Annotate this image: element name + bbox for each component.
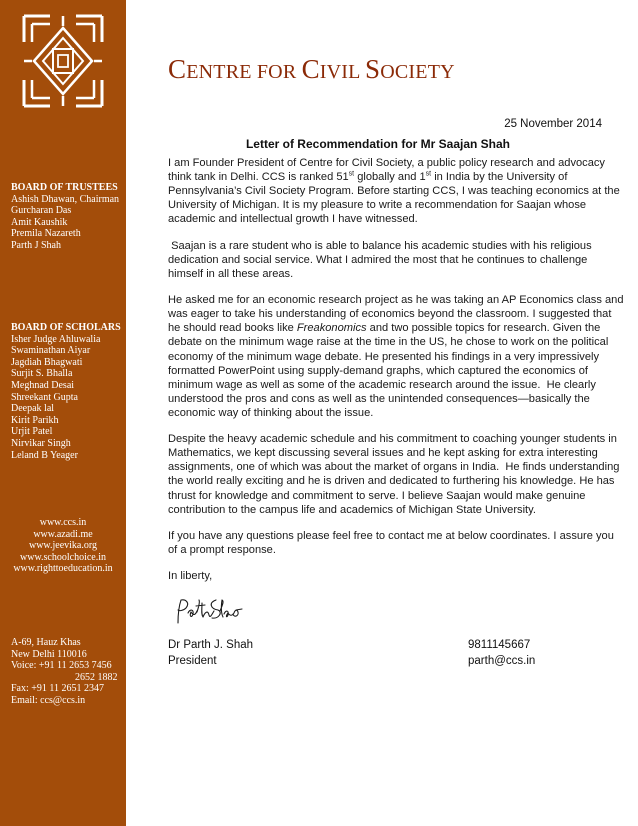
board-of-scholars (11, 322, 123, 461)
organization-title: CENTRE FOR CIVIL SOCIETY (168, 54, 455, 84)
signatory-name: Dr Parth J. Shah (168, 639, 254, 651)
ccs-logo-icon (20, 14, 106, 108)
signature-icon (172, 597, 244, 627)
scholar-name: Jagdiah Bhagwati (11, 356, 83, 368)
scholar-name: Shreekant Gupta (11, 391, 78, 403)
paragraph: He asked me for an economic research project as he was taking an AP Economics class and was eager to take his understanding of economics beyond the classroom. I suggested that he should read books like Freakonomics and two possible topics for research. Given the debate on the minimum wage raise at the time in the US, he chose to work on the political economy of the minimum wage debate. He presented his findings in a very impressively formatted PowerPoint using supply-demand graphs, which captured the economics of minimum wage as well as some of the academic research around the issue. He clearly understood the pros and cons as well as the unintended consequences—basically the economic way of thinking about the issue. (168, 294, 624, 419)
website-link[interactable]: www.schoolchoice.in (20, 551, 106, 563)
book-title: Freakonomics (296, 322, 367, 335)
voice-number: Voice: +91 11 2653 7456 (11, 660, 112, 672)
closing: In liberty, (168, 570, 213, 583)
letter-body (168, 156, 624, 596)
websites (0, 517, 126, 575)
paragraph: I am Founder President of Centre for Civil Society, a public policy research and advocacy think tank in Delhi. CCS is ranked 51st globally and 1st in India by the University of Pennsylvania’s Civil Society Program. Before starting CCS, I was teaching economics at the University of Michigan. It is my pleasure to write a recommendation for Saajan whose academic and intellectual growth I have witnessed. (168, 157, 620, 226)
trustee-name: Premila Nazareth (11, 228, 81, 240)
scholars-heading: BOARD OF SCHOLARS (11, 322, 121, 333)
website-link[interactable]: www.jeevika.org (28, 540, 98, 552)
address-line: A-69, Hauz Khas (11, 637, 81, 648)
website-link[interactable]: www.righttoeducation.in (13, 563, 113, 575)
trustee-name: Parth J Shah (11, 239, 61, 251)
paragraph: Despite the heavy academic schedule and his commitment to coaching younger students in Mathematics, we kept discussing several issues and he kept asking for extra interesting assignments, one of which was about the market of organs in India. He finds understanding the world really exciting and he is driven and dedicated to furthering his knowledge. He has thrust for knowledge and commitment to serve. I believe Saajan would make genuine contribution to the campus life and academics of Michigan State University. (168, 433, 620, 516)
letter-heading: Letter of Recommendation for Mr Saajan Shah (245, 137, 511, 151)
email-address: Email: ccs@ccs.in (11, 694, 86, 706)
scholar-name: Isher Judge Ahluwalia (11, 333, 101, 345)
scholar-name: Meghnad Desai (11, 379, 75, 391)
website-link[interactable]: www.azadi.me (33, 528, 93, 540)
paragraph: If you have any questions please feel free to contact me at below coordinates. I assure you of a prompt response. (168, 529, 614, 556)
signatory-title: President (168, 655, 217, 667)
scholar-name: Surjit S. Bhalla (11, 368, 73, 380)
paragraph: Saajan is a rare student who is able to balance his academic studies with his religious dedication and social service. What I admired the most that he continues to challenge himself in all these areas. (168, 239, 592, 280)
address-line: New Delhi 110016 (11, 648, 87, 660)
voice-number-alt: 2652 1882 (75, 671, 118, 683)
phone-number: 9811145667 (468, 639, 531, 651)
website-link[interactable]: www.ccs.in (39, 517, 87, 528)
trustee-name: Gurcharan Das (11, 205, 72, 217)
signatory-block (168, 637, 253, 669)
trustees-heading: BOARD OF TRUSTEES (11, 182, 118, 193)
scholar-name: Leland B Yeager (11, 449, 78, 461)
address-block (11, 637, 123, 707)
scholar-name: Swaminathan Aiyar (11, 345, 91, 357)
scholar-name: Kirit Parikh (11, 414, 59, 426)
scholar-name: Nirvikar Singh (11, 437, 71, 449)
contact-email[interactable]: parth@ccs.in (468, 655, 536, 667)
scholar-name: Deepak lal (11, 403, 55, 415)
board-of-trustees (11, 182, 123, 252)
contact-block (468, 637, 535, 669)
trustee-name: Ashish Dhawan, Chairman (11, 193, 120, 205)
scholar-name: Urjit Patel (11, 426, 53, 438)
letter-date: 25 November 2014 (504, 118, 602, 130)
trustee-name: Amit Kaushik (11, 216, 68, 228)
sidebar (0, 0, 126, 826)
fax-number: Fax: +91 11 2651 2347 (11, 683, 105, 695)
